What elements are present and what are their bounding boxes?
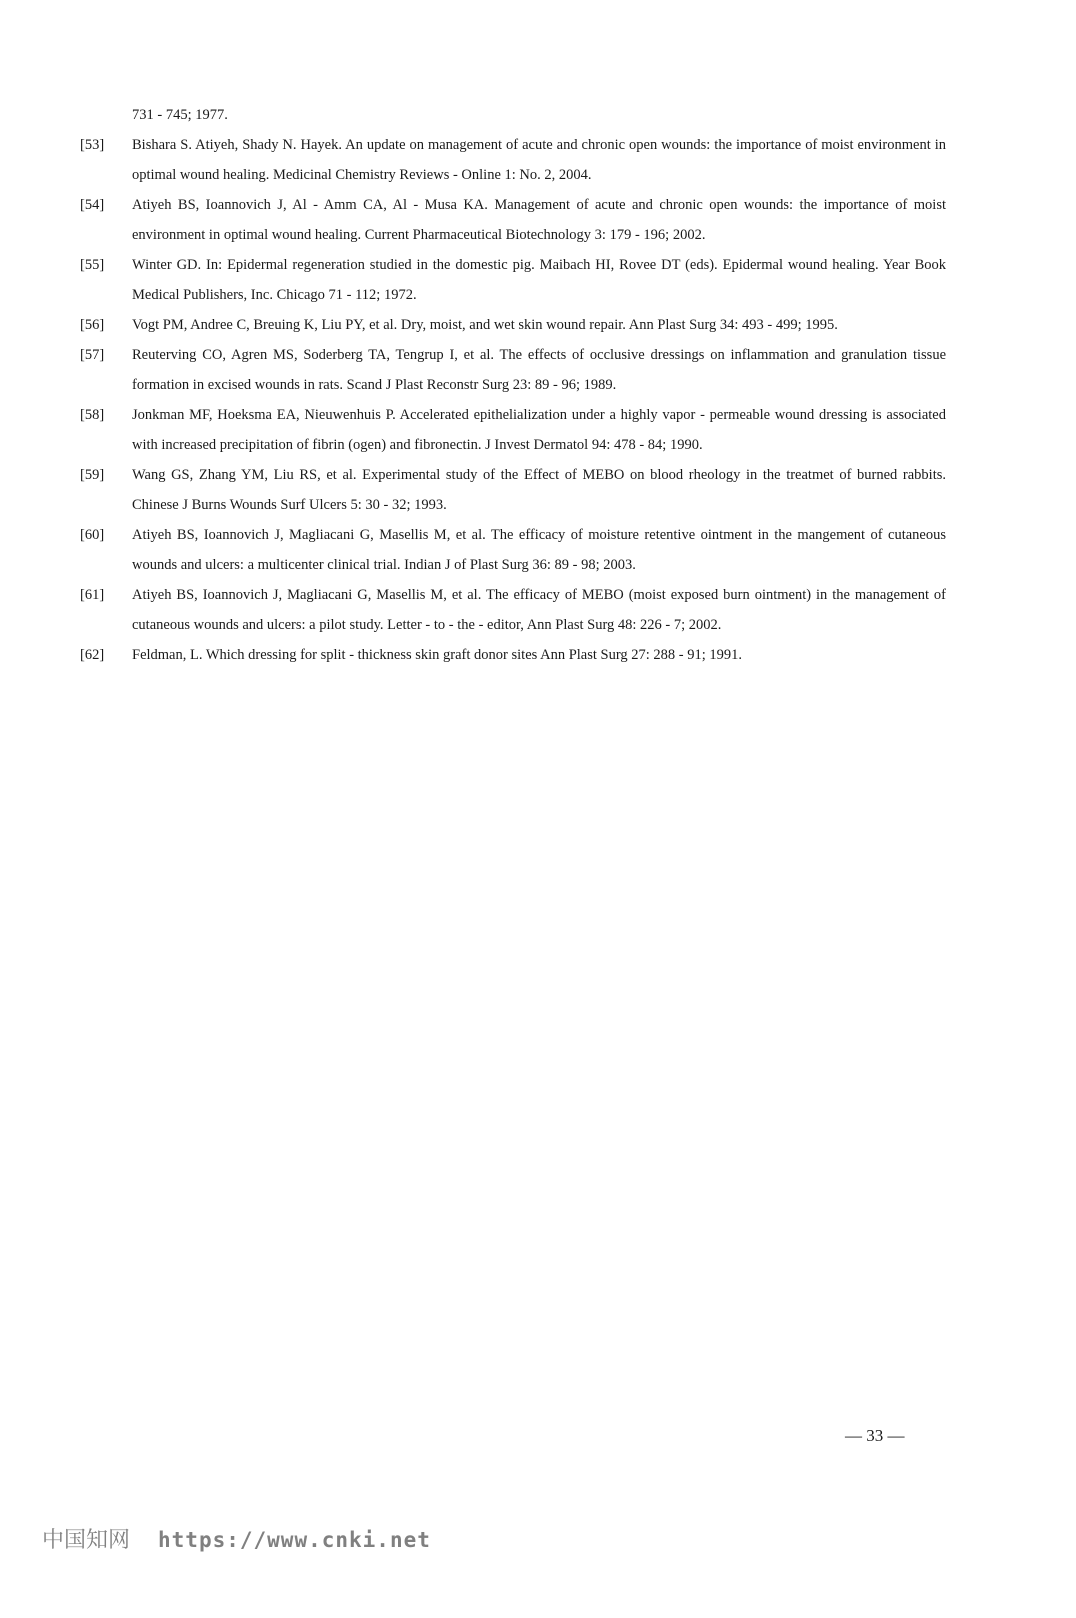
reference-item	[80, 400, 946, 460]
reference-number: [55]	[80, 257, 105, 273]
footer-brand: 中国知网	[42, 1527, 131, 1552]
reference-text: Atiyeh BS, Ioannovich J, Magliacani G, Masellis M, et al. The efficacy of MEBO (moist exposed burn ointment) in the management of cutaneous wounds and ulcers: a pilot study. Letter - to - the - editor, Ann Plast Surg 48: 226 - 7; 2002.	[132, 587, 946, 633]
reference-number: [56]	[80, 317, 105, 333]
reference-number: [57]	[80, 347, 105, 363]
reference-item	[80, 310, 946, 340]
reference-continuation: 731 - 745; 1977.	[132, 107, 228, 123]
reference-item	[80, 340, 946, 400]
reference-item	[80, 520, 946, 580]
reference-number: [62]	[80, 647, 105, 663]
reference-item	[80, 130, 946, 190]
reference-item	[80, 250, 946, 310]
reference-text: Atiyeh BS, Ioannovich J, Al - Amm CA, Al - Musa KA. Management of acute and chronic open wounds: the importance of moist environment in optimal wound healing. Current Pharmaceutical Biotechnology 3: 179 - 196; 2002.	[132, 197, 946, 243]
reference-list	[80, 100, 946, 670]
page-number: — 33 —	[845, 1426, 905, 1445]
reference-item	[80, 640, 946, 670]
reference-text: Atiyeh BS, Ioannovich J, Magliacani G, Masellis M, et al. The efficacy of moisture retentive ointment in the mangement of cutaneous wounds and ulcers: a multicenter clinical trial. Indian J of Plast Surg 36: 89 - 98; 2003.	[132, 527, 946, 573]
reference-text: Winter GD. In: Epidermal regeneration studied in the domestic pig. Maibach HI, Rovee DT (eds). Epidermal wound healing. Year Book Medical Publishers, Inc. Chicago 71 - 112; 1972.	[132, 257, 946, 303]
reference-text: Bishara S. Atiyeh, Shady N. Hayek. An update on management of acute and chronic open wounds: the importance of moist environment in optimal wound healing. Medicinal Chemistry Reviews - Online 1: No. 2, 2004.	[132, 137, 946, 183]
reference-text: Reuterving CO, Agren MS, Soderberg TA, Tengrup I, et al. The effects of occlusive dressings on inflammation and granulation tissue formation in excised wounds in rats. Scand J Plast Reconstr Surg 23: 89 - 96; 1989.	[132, 347, 946, 393]
reference-number: [53]	[80, 137, 105, 153]
reference-number: [59]	[80, 467, 105, 483]
reference-number: [60]	[80, 527, 105, 543]
reference-text: Feldman, L. Which dressing for split - thickness skin graft donor sites Ann Plast Surg 27: 288 - 91; 1991.	[132, 647, 743, 663]
reference-number: [61]	[80, 587, 105, 603]
reference-number: [58]	[80, 407, 105, 423]
footer-url: https://www.cnki.net	[158, 1528, 431, 1552]
reference-item	[80, 460, 946, 520]
footer-watermark	[42, 1523, 431, 1554]
reference-text: Wang GS, Zhang YM, Liu RS, et al. Experimental study of the Effect of MEBO on blood rheology in the treatmet of burned rabbits. Chinese J Burns Wounds Surf Ulcers 5: 30 - 32; 1993.	[132, 467, 946, 513]
reference-number: [54]	[80, 197, 105, 213]
reference-item	[80, 580, 946, 640]
reference-item	[80, 190, 946, 250]
reference-text: Jonkman MF, Hoeksma EA, Nieuwenhuis P. Accelerated epithelialization under a highly vapor - permeable wound dressing is associated with increased precipitation of fibrin (ogen) and fibronectin. J Invest Dermatol 94: 478 - 84; 1990.	[132, 407, 946, 453]
reference-text: Vogt PM, Andree C, Breuing K, Liu PY, et al. Dry, moist, and wet skin wound repair. Ann Plast Surg 34: 493 - 499; 1995.	[132, 317, 838, 333]
